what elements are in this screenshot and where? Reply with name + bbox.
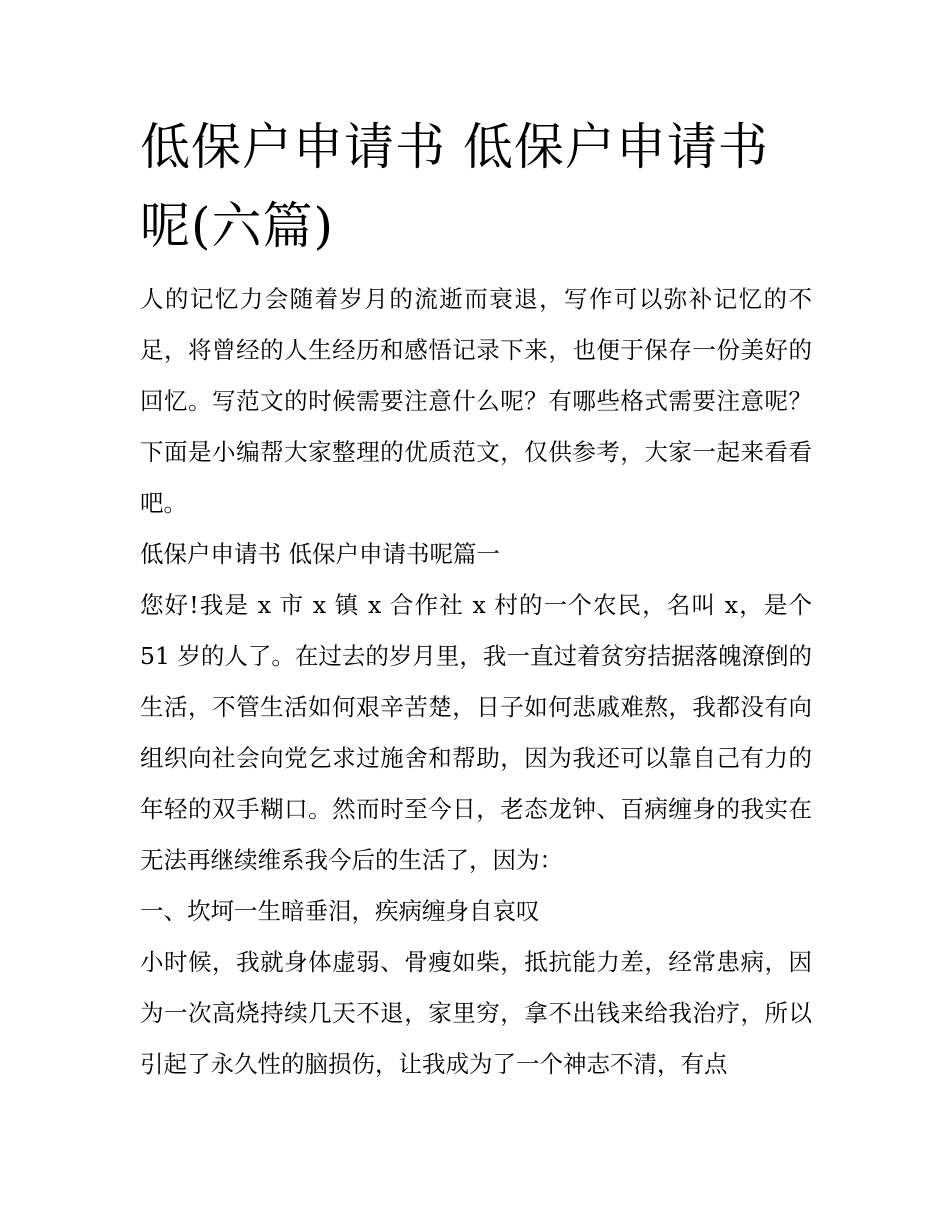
body-paragraph: 小时候，我就身体虚弱、骨瘦如柴，抵抗能力差，经常患病，因为一次高烧持续几天不退，家里穷，拿不出钱来给我治疗，所以引起了永久性的脑损伤，让我成为了一个神志不清，有点 <box>140 948 812 1078</box>
intro-paragraph: 人的记忆力会随着岁月的流逝而衰退，写作可以弥补记忆的不足，将曾经的人生经历和感悟记录下来，也便于保存一份美好的回忆。写范文的时候需要注意什么呢？有哪些格式需要注意呢？下面是小编帮大家整理的优质范文，仅供参考，大家一起来看看吧。 <box>140 285 812 517</box>
document-page <box>140 108 812 1090</box>
document-title: 低保户申请书 低保户申请书呢(六篇) <box>140 118 769 255</box>
section-heading: 低保户申请书 低保户申请书呢篇一 <box>140 540 500 568</box>
subheading: 一、坎坷一生暗垂泪，疾病缠身自哀叹 <box>140 897 540 925</box>
body-paragraph: 您好!我是 x 市 x 镇 x 合作社 x 村的一个农民，名叫 x，是个 51 岁的人了。在过去的岁月里，我一直过着贫穷拮据落魄潦倒的生活，不管生活如何艰辛苦楚，日子如何悲戚难熬，我都没有向组织向社会向党乞求过施舍和帮助，因为我还可以靠自己有力的年轻的双手糊口。然而时至今日，老态龙钟、百病缠身的我实在无法再继续维系我今后的生活了，因为： <box>140 591 812 874</box>
